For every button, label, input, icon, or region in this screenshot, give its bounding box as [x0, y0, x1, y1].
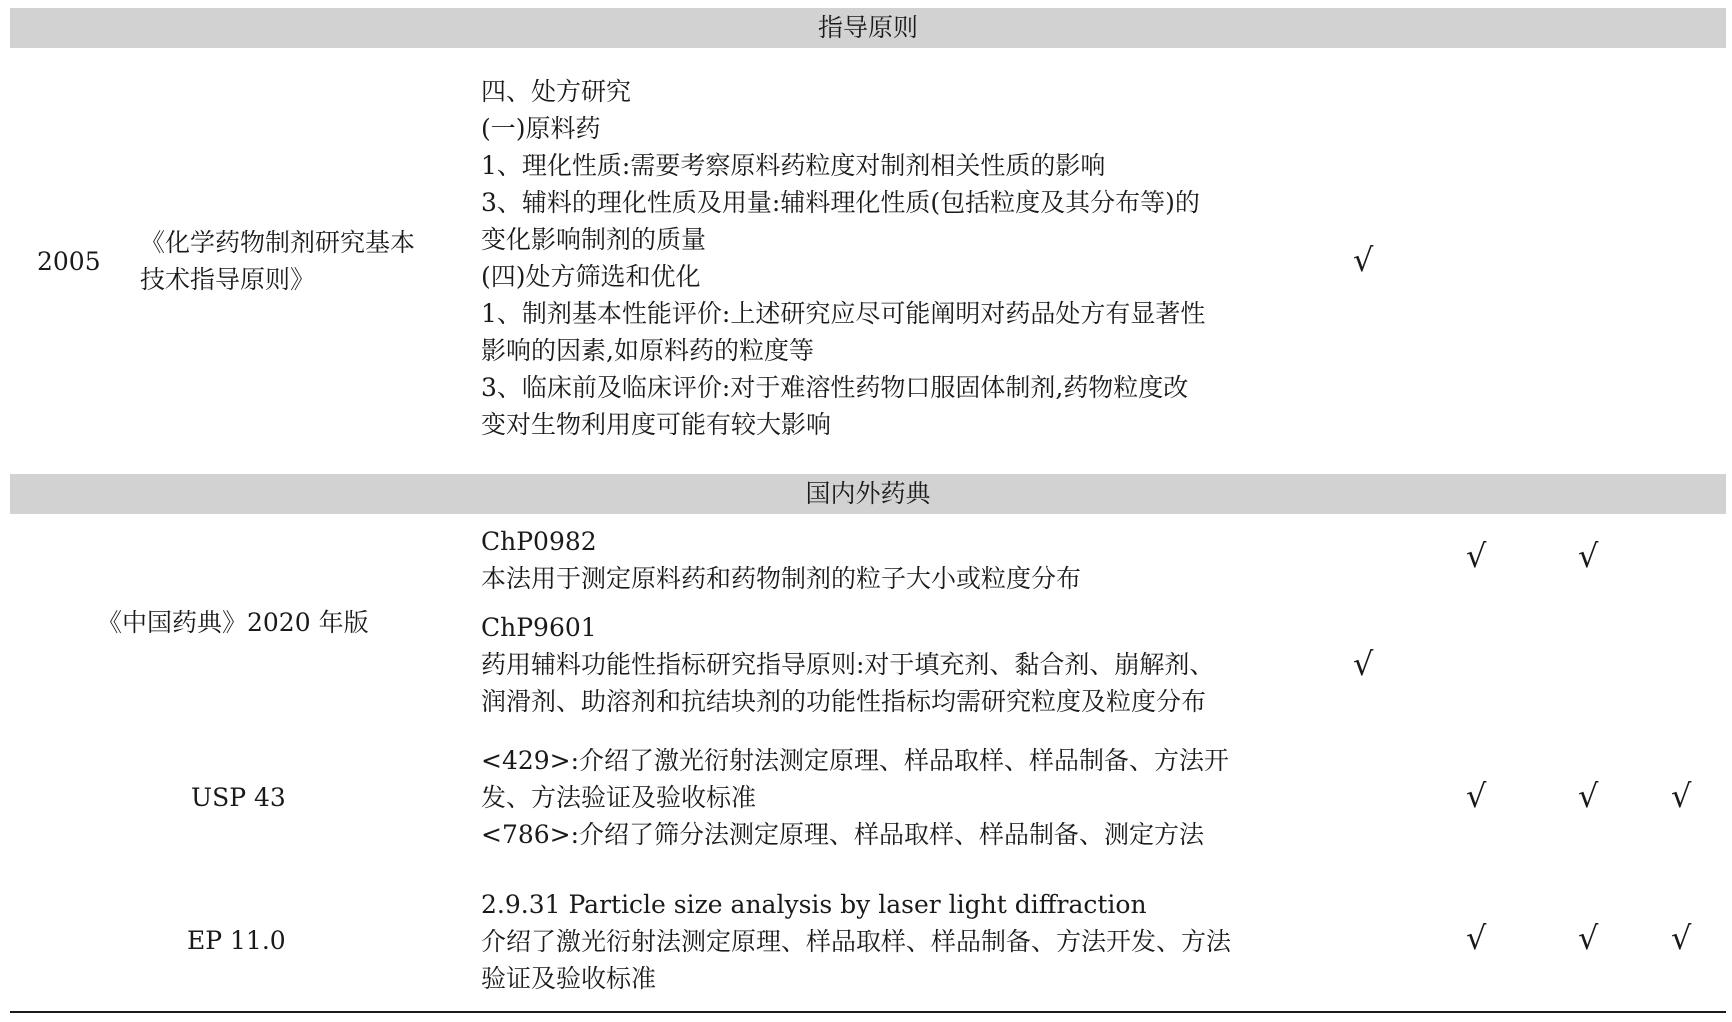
section-title: 国内外药典 [805, 479, 931, 508]
content-line: 影响的因素,如原料药的粒度等 [481, 336, 814, 365]
guideline-name-cell: 《化学药物制剂研究基本 技术指导原则》 [140, 228, 416, 294]
table-bottom-rule [10, 1011, 1726, 1013]
content-line: 变对生物利用度可能有较大影响 [481, 410, 832, 439]
content-line: (一)原料药 [481, 114, 601, 143]
chp-name-cell: 《中国药典》2020 年版 [97, 608, 369, 637]
check-mark: √ [1353, 645, 1374, 683]
check-mark: √ [1353, 241, 1374, 279]
content-line: (四)处方筛选和优化 [481, 262, 701, 291]
check-mark: √ [1466, 777, 1487, 815]
section-header-pharmacopoeias [10, 474, 1726, 514]
check-mark: √ [1671, 777, 1692, 815]
content-line: 1、制剂基本性能评价:上述研究应尽可能阐明对药品处方有显著性 [481, 299, 1206, 328]
ep-content: 2.9.31 Particle size analysis by laser light diffraction 介绍了激光衍射法测定原理、样品取样、样品制备、方法开发、方法 验证及验收标准 [481, 890, 1232, 993]
check-mark: √ [1578, 537, 1599, 575]
content-line: 3、临床前及临床评价:对于难溶性药物口服固体制剂,药物粒度改 [481, 373, 1189, 402]
check-mark: √ [1578, 777, 1599, 815]
content-line: 3、辅料的理化性质及用量:辅料理化性质(包括粒度及其分布等)的 [481, 188, 1200, 217]
section-title: 指导原则 [817, 13, 918, 42]
ep-name-cell: EP 11.0 [187, 926, 286, 955]
chp0982-content: ChP0982 本法用于测定原料药和药物制剂的粒子大小或粒度分布 [481, 527, 1082, 593]
chp9601-content: ChP9601 药用辅料功能性指标研究指导原则:对于填充剂、黏合剂、崩解剂、 润滑剂、助溶剂和抗结块剂的功能性指标均需研究粒度及粒度分布 [481, 613, 1215, 716]
year-cell: 2005 [37, 247, 101, 276]
content-line: 1、理化性质:需要考察原料药粒度对制剂相关性质的影响 [481, 151, 1106, 180]
guideline-content-cell [481, 73, 1205, 443]
content-line: 变化影响制剂的质量 [481, 225, 707, 254]
content-line: 四、处方研究 [481, 77, 632, 106]
usp-name-cell: USP 43 [191, 783, 286, 812]
check-mark: √ [1466, 919, 1487, 957]
check-mark: √ [1466, 537, 1487, 575]
usp-content: <429>:介绍了激光衍射法测定原理、样品取样、样品制备、方法开 发、方法验证及验收标准 <786>:介绍了筛分法测定原理、样品取样、样品制备、测定方法 [481, 746, 1230, 849]
check-mark: √ [1671, 919, 1692, 957]
check-mark: √ [1578, 919, 1599, 957]
section-header-guidelines [10, 8, 1726, 48]
